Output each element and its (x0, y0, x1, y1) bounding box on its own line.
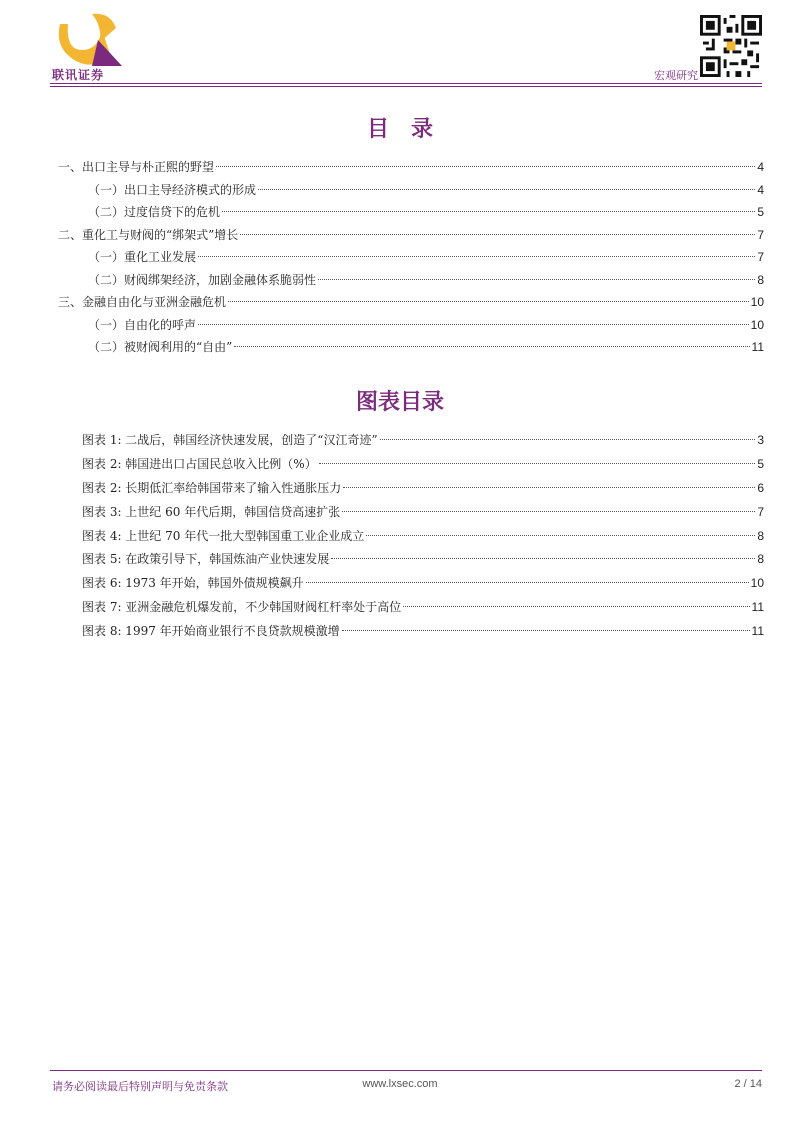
dot-leader (331, 558, 755, 559)
figure-entry-label: 图表 7: 亚洲金融危机爆发前，不少韩国财阀杠杆率处于高位 (82, 600, 402, 615)
qr-code-icon (700, 15, 762, 77)
figure-entry-label: 图表 2: 韩国进出口占国民总收入比例（%） (82, 456, 317, 471)
dot-leader (319, 463, 756, 464)
header-divider (50, 83, 762, 84)
dot-leader (222, 211, 755, 212)
toc-entry-page: 7 (757, 227, 764, 242)
toc-entry[interactable] (58, 179, 764, 202)
footer-divider (50, 1070, 762, 1071)
figure-entry-page: 7 (757, 504, 764, 519)
toc-entry-page: 10 (750, 295, 764, 309)
figure-entry-label: 图表 1: 二战后，韩国经济快速发展，创造了“汉江奇迹” (82, 433, 378, 447)
figure-list-title: 图表目录 (355, 389, 444, 415)
figure-entry[interactable] (82, 548, 764, 572)
dot-leader (240, 234, 755, 235)
figure-entry-page: 10 (750, 576, 764, 591)
figure-entry-page: 3 (757, 433, 764, 447)
toc-entry[interactable] (58, 246, 764, 269)
dot-leader (403, 606, 749, 607)
figure-entry[interactable] (82, 596, 764, 620)
figure-entry-page: 8 (757, 552, 764, 567)
toc-entry[interactable] (58, 156, 764, 179)
figure-entry[interactable] (82, 572, 764, 596)
header-divider-thin (50, 86, 762, 87)
toc-entry-label: （一）重化工业发展 (88, 250, 197, 264)
toc-entry-label: 三、金融自由化与亚洲金融危机 (58, 295, 227, 309)
dot-leader (216, 166, 755, 167)
toc-entry[interactable] (58, 336, 764, 359)
page-header (0, 0, 800, 90)
toc-entry[interactable] (58, 291, 764, 314)
dot-leader (342, 630, 750, 631)
figure-entry-label: 图表 6: 1973 年开始，韩国外债规模飙升 (82, 576, 304, 591)
figure-entry-page: 6 (757, 480, 764, 495)
figure-entry-page: 8 (757, 528, 764, 543)
section-label: 宏观研究 (654, 69, 698, 82)
figure-entry[interactable] (82, 429, 764, 453)
dot-leader (306, 582, 749, 583)
toc-entry-label: 二、重化工与财阀的“绑架式”增长 (58, 227, 239, 242)
figure-entry-label: 图表 2: 长期低汇率给韩国带来了输入性通胀压力 (82, 480, 342, 495)
figure-entry-page: 5 (757, 456, 764, 471)
figure-entry[interactable] (82, 525, 764, 549)
toc-entry-page: 11 (751, 340, 764, 354)
toc-entry-label: （二）财阀绑架经济，加剧金融体系脆弱性 (88, 272, 317, 287)
toc-entry-label: （二）被财阀利用的“自由” (88, 340, 233, 354)
toc-entry[interactable] (58, 269, 764, 292)
toc-entry-page: 5 (757, 205, 764, 219)
table-of-contents (58, 156, 764, 359)
toc-entry-page: 4 (757, 182, 764, 197)
figure-entry-label: 图表 4: 上世纪 70 年代一批大型韩国重工业企业成立 (82, 528, 365, 543)
toc-entry[interactable] (58, 201, 764, 224)
toc-entry[interactable] (58, 224, 764, 247)
page-number: 2 / 14 (734, 1078, 762, 1090)
toc-entry-label: （一）自由化的呼声 (88, 317, 197, 332)
toc-entry-page: 7 (757, 250, 764, 264)
figure-entry[interactable] (82, 620, 764, 644)
toc-entry-label: （一）出口主导经济模式的形成 (88, 182, 257, 197)
dot-leader (380, 439, 756, 440)
figure-entry-label: 图表 8: 1997 年开始商业银行不良贷款规模激增 (82, 624, 340, 639)
dot-leader (343, 487, 755, 488)
toc-entry-page: 4 (757, 160, 764, 174)
toc-entry-label: 一、出口主导与朴正熙的野望 (58, 160, 215, 174)
toc-entry-label: （二）过度信贷下的危机 (88, 205, 221, 219)
toc-entry[interactable] (58, 314, 764, 337)
figure-entry-label: 图表 5: 在政策引导下，韩国炼油产业快速发展 (82, 552, 330, 567)
dot-leader (342, 511, 755, 512)
figure-entry[interactable] (82, 477, 764, 501)
toc-entry-page: 8 (757, 272, 764, 287)
figure-entry-page: 11 (751, 624, 764, 639)
figure-entry[interactable] (82, 453, 764, 477)
figure-entry[interactable] (82, 501, 764, 525)
figure-list (82, 429, 764, 644)
toc-title: 目 录 (366, 116, 433, 142)
dot-leader (366, 535, 755, 536)
dot-leader (258, 189, 755, 190)
dot-leader (198, 324, 749, 325)
brand-name: 联讯证券 (52, 68, 105, 82)
dot-leader (228, 301, 749, 302)
footer-website-link[interactable]: www.lxsec.com (362, 1078, 438, 1090)
toc-entry-page: 10 (750, 317, 764, 332)
dot-leader (318, 279, 755, 280)
dot-leader (234, 346, 749, 347)
figure-entry-page: 11 (751, 600, 764, 615)
footer-disclaimer[interactable]: 请务必阅读最后特别声明与免责条款 (52, 1080, 228, 1093)
figure-entry-label: 图表 3: 上世纪 60 年代后期，韩国信贷高速扩张 (82, 504, 341, 519)
dot-leader (198, 256, 755, 257)
